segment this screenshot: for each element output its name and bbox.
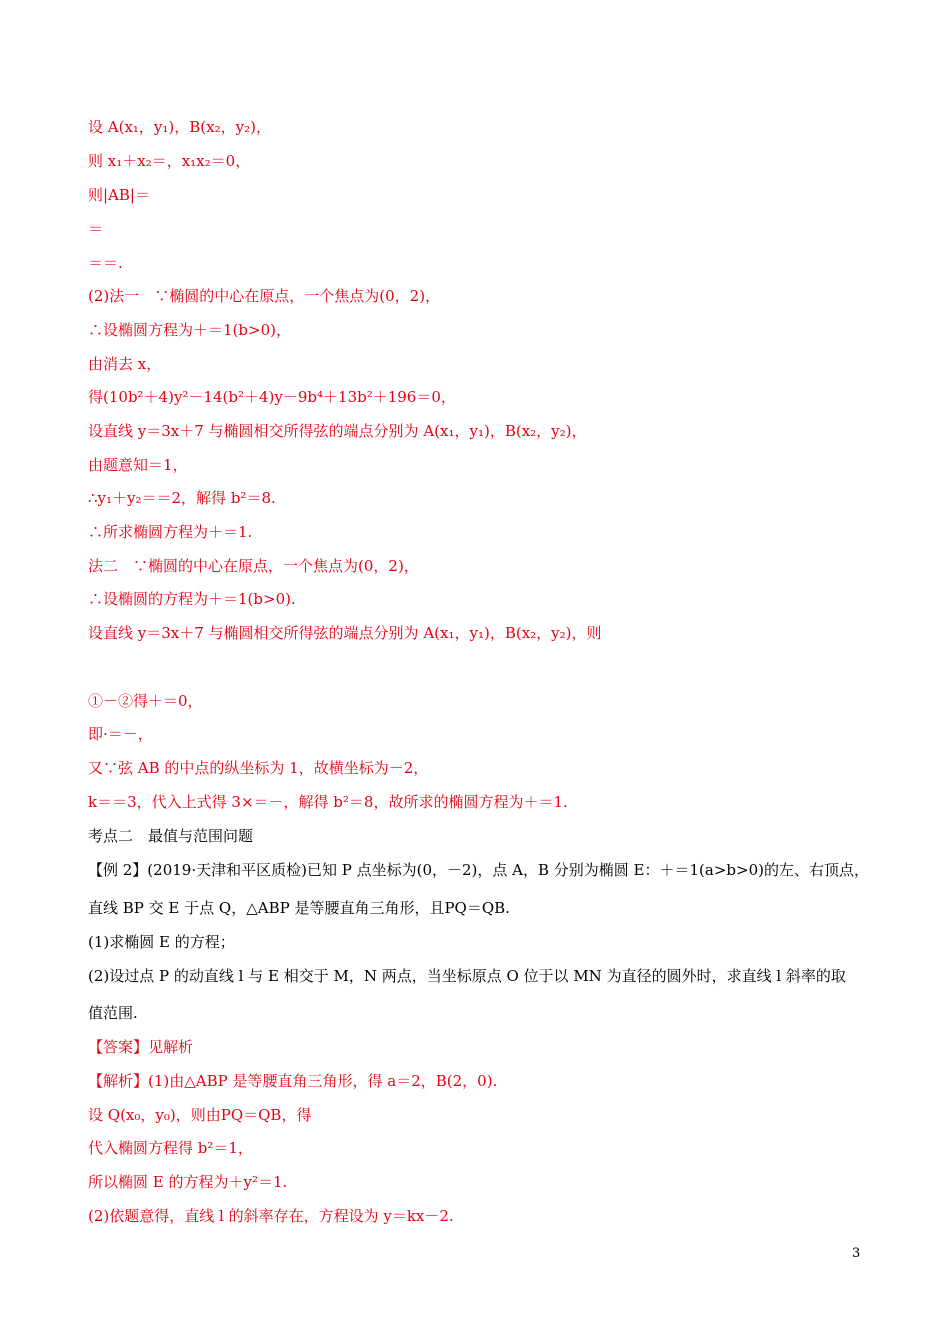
- section-heading: 考点二 最值与范围问题: [88, 827, 254, 845]
- text-line: 又∵弦 AB 的中点的纵坐标为 1，故横坐标为－2，: [88, 759, 429, 777]
- text-line: (2)依题意得，直线 l 的斜率存在，方程设为 y＝kx－2.: [88, 1207, 454, 1225]
- question-part-1: (1)求椭圆 E 的方程；: [88, 933, 235, 951]
- text-line: 直线 BP 交 E 于点 Q，△ABP 是等腰直角三角形，且PQ＝QB.: [88, 899, 510, 917]
- text-line: 设直线 y＝3x＋7 与椭圆相交所得弦的端点分别为 A(x₁，y₁)，B(x₂，y₂)，: [88, 422, 587, 440]
- text-line: k＝＝3，代入上式得 3×＝－，解得 b²＝8，故所求的椭圆方程为＋＝1.: [88, 793, 568, 811]
- question-part-2: (2)设过点 P 的动直线 l 与 E 相交于 M，N 两点，当坐标原点 O 位于以 MN 为直径的圆外时，求直线 l 斜率的取: [88, 967, 846, 985]
- page-number: 3: [852, 1246, 861, 1261]
- text-line: ∴所求椭圆方程为＋＝1.: [88, 523, 253, 541]
- text-line: ∴y₁＋y₂＝＝2，解得 b²＝8.: [88, 489, 276, 507]
- text-line: ①－②得＋＝0，: [88, 692, 203, 710]
- text-line: 即·＝－，: [88, 725, 153, 743]
- text-line: 法二 ∵椭圆的中心在原点，一个焦点为(0，2)，: [88, 557, 419, 575]
- text-line: 则|AB|＝: [88, 186, 150, 204]
- text-line: 则 x₁＋x₂＝，x₁x₂＝0，: [88, 152, 251, 170]
- text-line: 设 A(x₁，y₁)，B(x₂，y₂)，: [88, 118, 271, 136]
- text-line: 设直线 y＝3x＋7 与椭圆相交所得弦的端点分别为 A(x₁，y₁)，B(x₂，y₂)，则: [88, 624, 602, 642]
- text-line: 代入椭圆方程得 b²＝1，: [88, 1139, 253, 1157]
- text-line: ＝: [88, 220, 104, 238]
- text-line: ∴设椭圆的方程为＋＝1(b>0).: [88, 590, 296, 608]
- text-line: 值范围.: [88, 1004, 138, 1022]
- text-line: 由题意知＝1，: [88, 456, 188, 474]
- answer-label: 【答案】见解析: [88, 1038, 194, 1056]
- text-line: 由消去 x，: [88, 355, 162, 373]
- text-line: (2)法一 ∵椭圆的中心在原点，一个焦点为(0，2)，: [88, 287, 441, 305]
- solution-line: 【解析】(1)由△ABP 是等腰直角三角形，得 a＝2，B(2，0).: [88, 1072, 498, 1090]
- text-line: 所以椭圆 E 的方程为＋y²＝1.: [88, 1173, 288, 1191]
- text-line: ∴设椭圆方程为＋＝1(b>0)，: [88, 321, 291, 339]
- text-line: 设 Q(x₀，y₀)，则由PQ＝QB，得: [88, 1106, 312, 1124]
- text-line: 得(10b²＋4)y²－14(b²＋4)y－9b⁴＋13b²＋196＝0，: [88, 388, 456, 406]
- example-prompt: 【例 2】(2019·天津和平区质检)已知 P 点坐标为(0，－2)，点 A，B 分别为椭圆 E：＋＝1(a>b>0)的左、右顶点，: [88, 861, 869, 879]
- text-line: ＝＝.: [88, 254, 123, 272]
